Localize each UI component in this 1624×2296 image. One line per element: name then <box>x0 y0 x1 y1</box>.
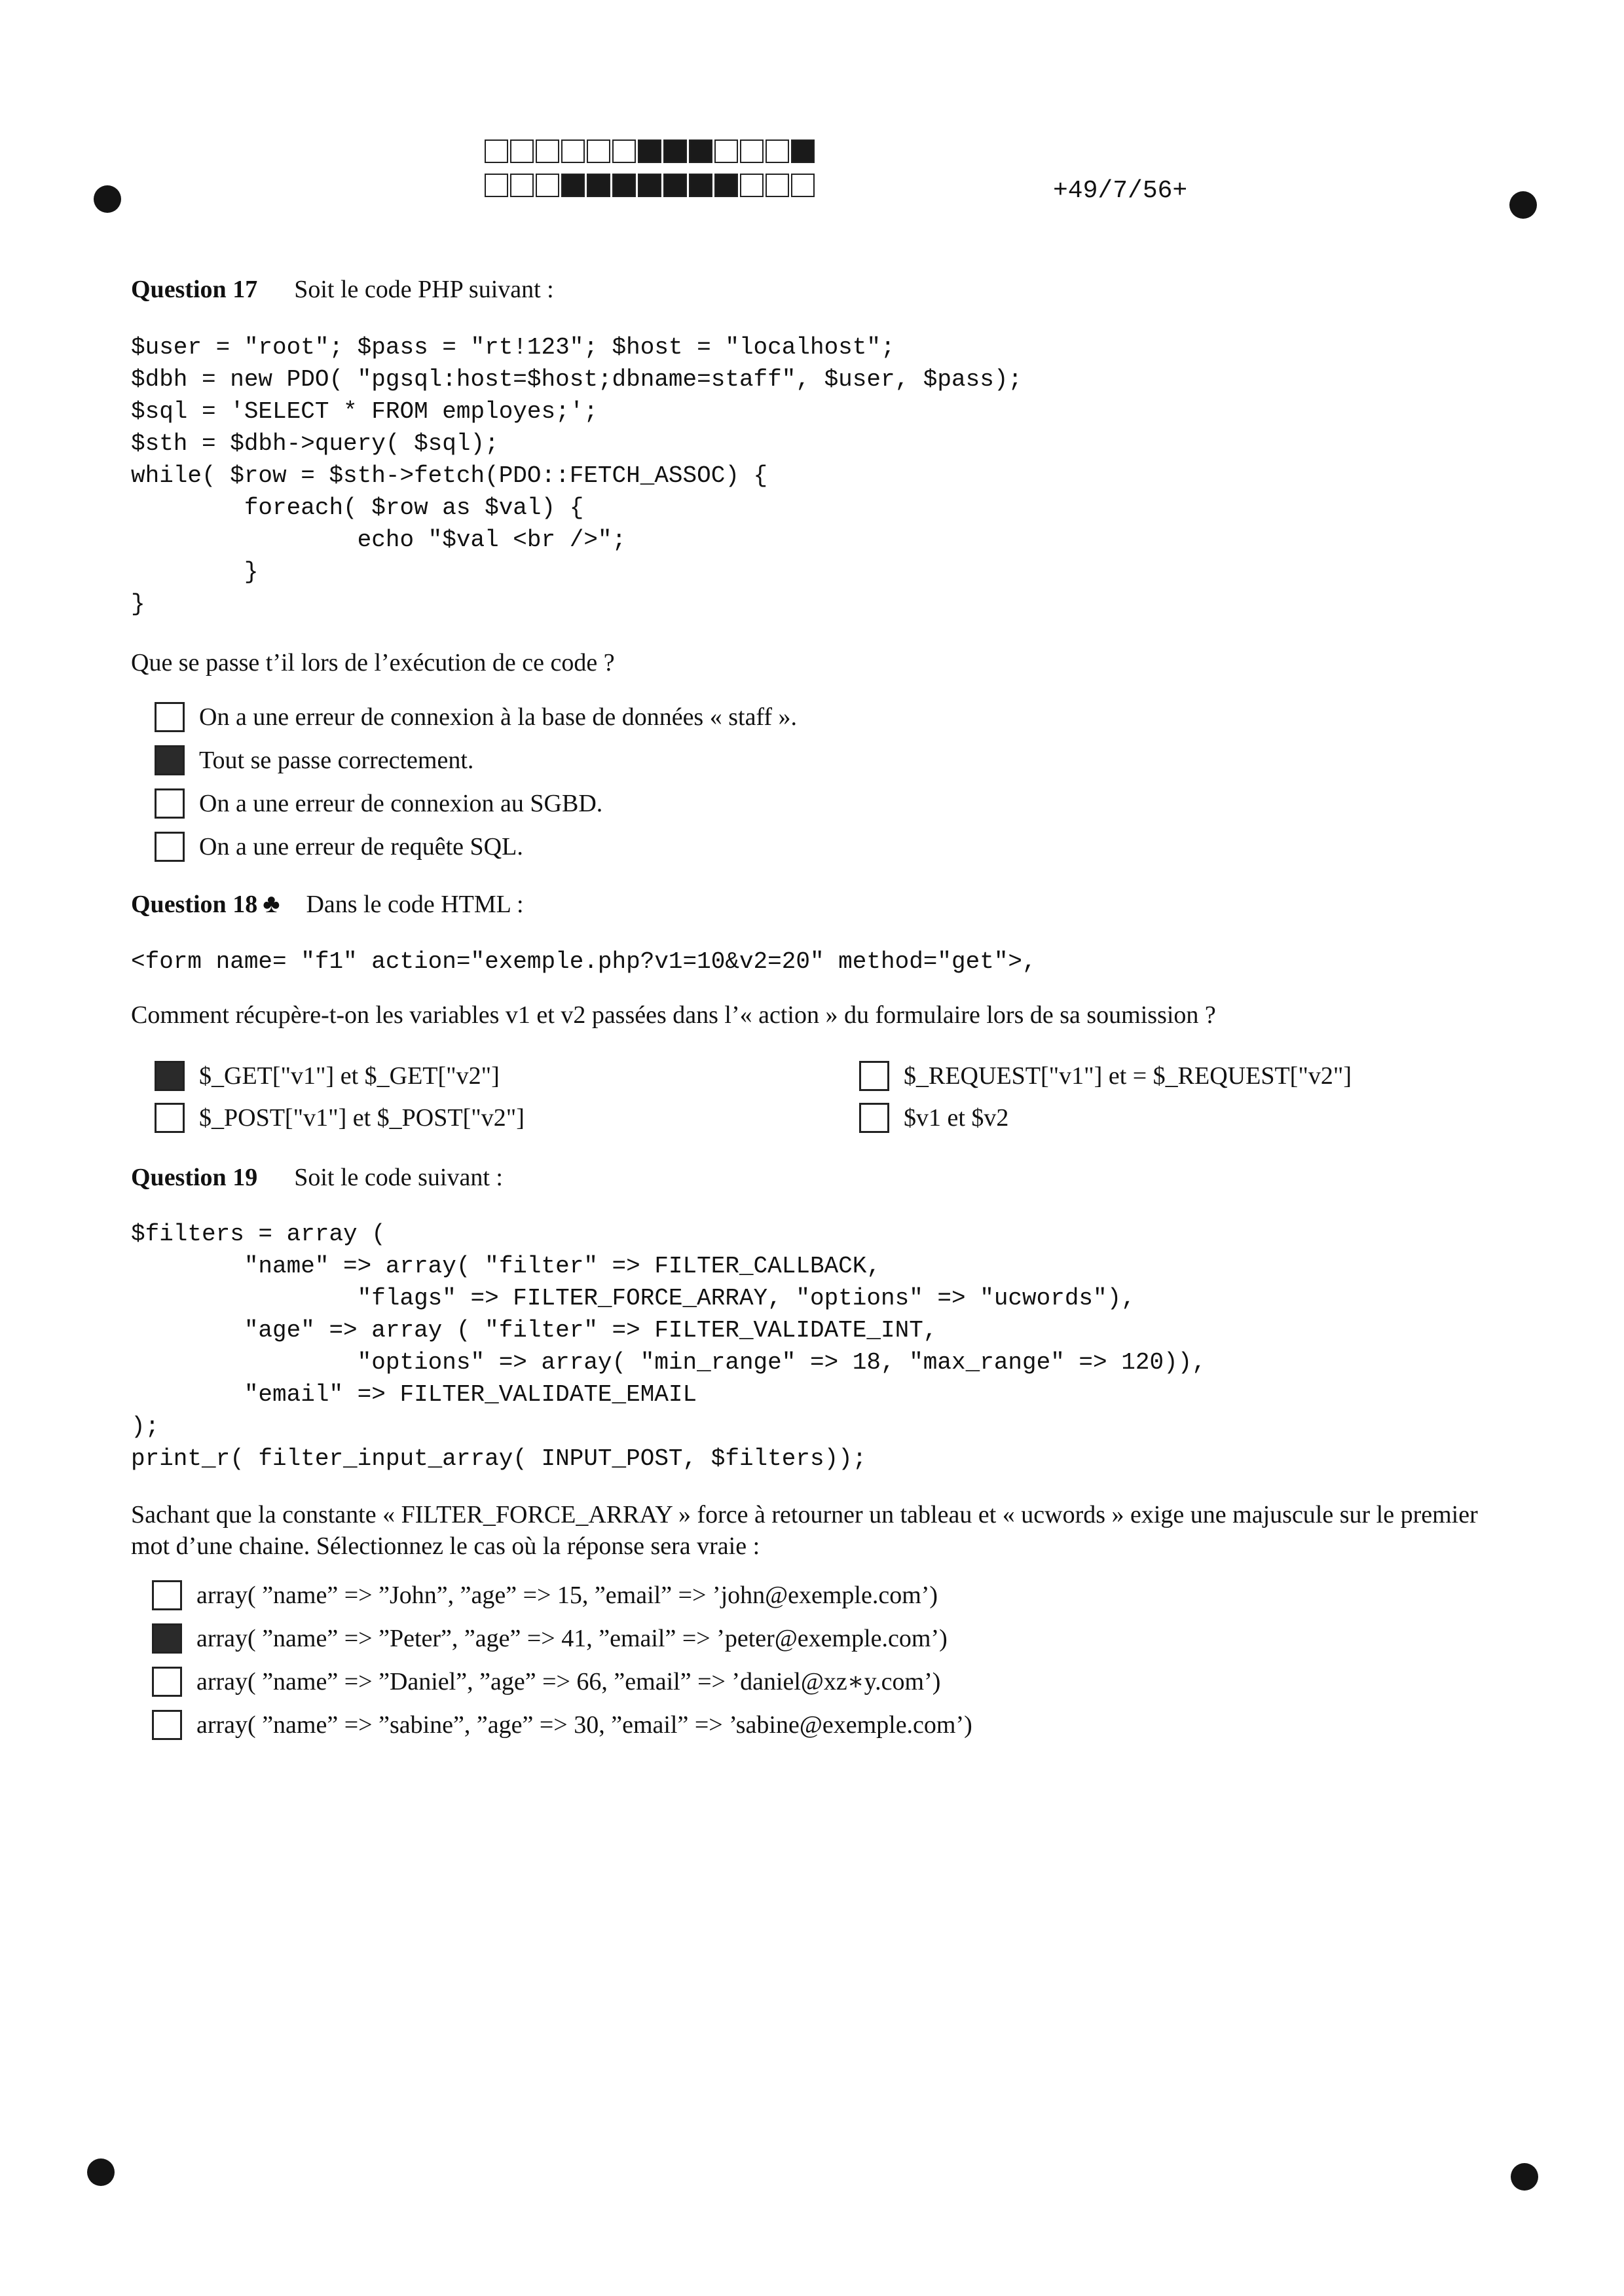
checkbox[interactable] <box>152 1580 182 1610</box>
option-label: array( ”name” => ”sabine”, ”age” => 30, ”email” => ’sabine@exemple.com’) <box>196 1711 972 1739</box>
checkbox-checked[interactable] <box>155 745 185 775</box>
question-18-text: Dans le code HTML : <box>306 891 524 918</box>
barcode-row-2 <box>485 174 817 198</box>
q18-option-1[interactable] <box>155 1060 500 1092</box>
q19-option-3[interactable] <box>152 1666 940 1697</box>
option-label: On a une erreur de connexion au SGBD. <box>199 790 603 817</box>
question-17-label: Question 17 <box>131 276 258 303</box>
option-label: array( ”name” => ”Daniel”, ”age” => 66, ”email” => ’daniel@xz∗y.com’) <box>196 1668 941 1695</box>
club-icon: ♣ <box>263 889 280 918</box>
checkbox[interactable] <box>859 1103 889 1133</box>
q19-option-4[interactable] <box>152 1709 972 1741</box>
question-18-header <box>131 888 524 919</box>
checkbox[interactable] <box>859 1061 889 1091</box>
option-label: array( ”name” => ”Peter”, ”age” => 41, ”email” => ’peter@exemple.com’) <box>196 1625 948 1652</box>
question-19-prompt: Sachant que la constante « FILTER_FORCE_ARRAY » force à retourner un tableau et « ucwords » exige une majuscule sur le premier mot d’une chaine. Sélectionnez le cas où la réponse sera vraie : <box>131 1501 1478 1560</box>
question-17-code: $user = "root"; $pass = "rt!123"; $host = "localhost"; $dbh = new PDO( "pgsql:host=$host;dbname=staff", $user, $pass); $sql = 'SELECT * FROM employes;'; $sth = $dbh->query( $sql); while( $row = $sth->fetch(PDO::FETCH_ASSOC) { foreach( $row as $val) { echo "$val <br />"; } } <box>131 334 1023 618</box>
q18-option-4[interactable] <box>859 1102 1008 1134</box>
checkbox[interactable] <box>155 788 185 819</box>
checkbox[interactable] <box>152 1667 182 1697</box>
checkbox[interactable] <box>152 1710 182 1740</box>
question-17-prompt: Que se passe t’il lors de l’exécution de ce code ? <box>131 649 615 676</box>
question-18-prompt: Comment récupère-t-on les variables v1 et v2 passées dans l’« action » du formulaire lors de sa soumission ? <box>131 1001 1216 1029</box>
option-label: $_POST["v1"] et $_POST["v2"] <box>199 1104 525 1132</box>
q17-option-4[interactable] <box>155 831 523 862</box>
question-19-label: Question 19 <box>131 1164 258 1191</box>
option-label: $_REQUEST["v1"] et = $_REQUEST["v2"] <box>904 1062 1352 1090</box>
registration-mark-top-left <box>94 185 121 213</box>
option-label: Tout se passe correctement. <box>199 747 474 774</box>
question-19-code: $filters = array ( "name" => array( "filter" => FILTER_CALLBACK, "flags" => FILTER_FORCE_ARRAY, "options" => "ucwords"), "age" => array ( "filter" => FILTER_VALIDATE_INT, "options" => array( "min_range" => 18, "max_range" => 120)), "email" => FILTER_VALIDATE_EMAIL ); print_r( filter_input_array( INPUT_POST, $filters)); <box>131 1221 1206 1472</box>
question-18-label: Question 18 <box>131 891 258 918</box>
question-18-code: <form name= "f1" action="exemple.php?v1=10&v2=20" method="get">, <box>131 948 1037 975</box>
q18-option-2[interactable] <box>859 1060 1352 1092</box>
registration-mark-top-right <box>1509 191 1537 219</box>
option-label: $v1 et $v2 <box>904 1104 1009 1132</box>
option-label: $_GET["v1"] et $_GET["v2"] <box>199 1062 500 1090</box>
q19-option-2[interactable] <box>152 1623 948 1654</box>
checkbox[interactable] <box>155 702 185 732</box>
question-19-text: Soit le code suivant : <box>294 1164 503 1191</box>
checkbox[interactable] <box>155 832 185 862</box>
option-label: On a une erreur de requête SQL. <box>199 833 523 861</box>
question-19-header <box>131 1163 503 1192</box>
barcode-row-1 <box>485 139 817 164</box>
option-label: array( ”name” => ”John”, ”age” => 15, ”email” => ’john@exemple.com’) <box>196 1582 938 1609</box>
registration-mark-bottom-right <box>1511 2163 1538 2191</box>
q18-option-3[interactable] <box>155 1102 525 1134</box>
option-label: On a une erreur de connexion à la base de données « staff ». <box>199 703 798 731</box>
checkbox-checked[interactable] <box>155 1061 185 1091</box>
question-17-header <box>131 275 554 304</box>
q19-option-1[interactable] <box>152 1580 938 1611</box>
q17-option-3[interactable] <box>155 788 602 819</box>
page-code: +49/7/56+ <box>1053 177 1188 205</box>
checkbox-checked[interactable] <box>152 1623 182 1654</box>
checkbox[interactable] <box>155 1103 185 1133</box>
q17-option-1[interactable] <box>155 701 797 733</box>
question-17-text: Soit le code PHP suivant : <box>294 276 554 303</box>
q17-option-2[interactable] <box>155 745 473 776</box>
registration-mark-bottom-left <box>87 2158 115 2186</box>
